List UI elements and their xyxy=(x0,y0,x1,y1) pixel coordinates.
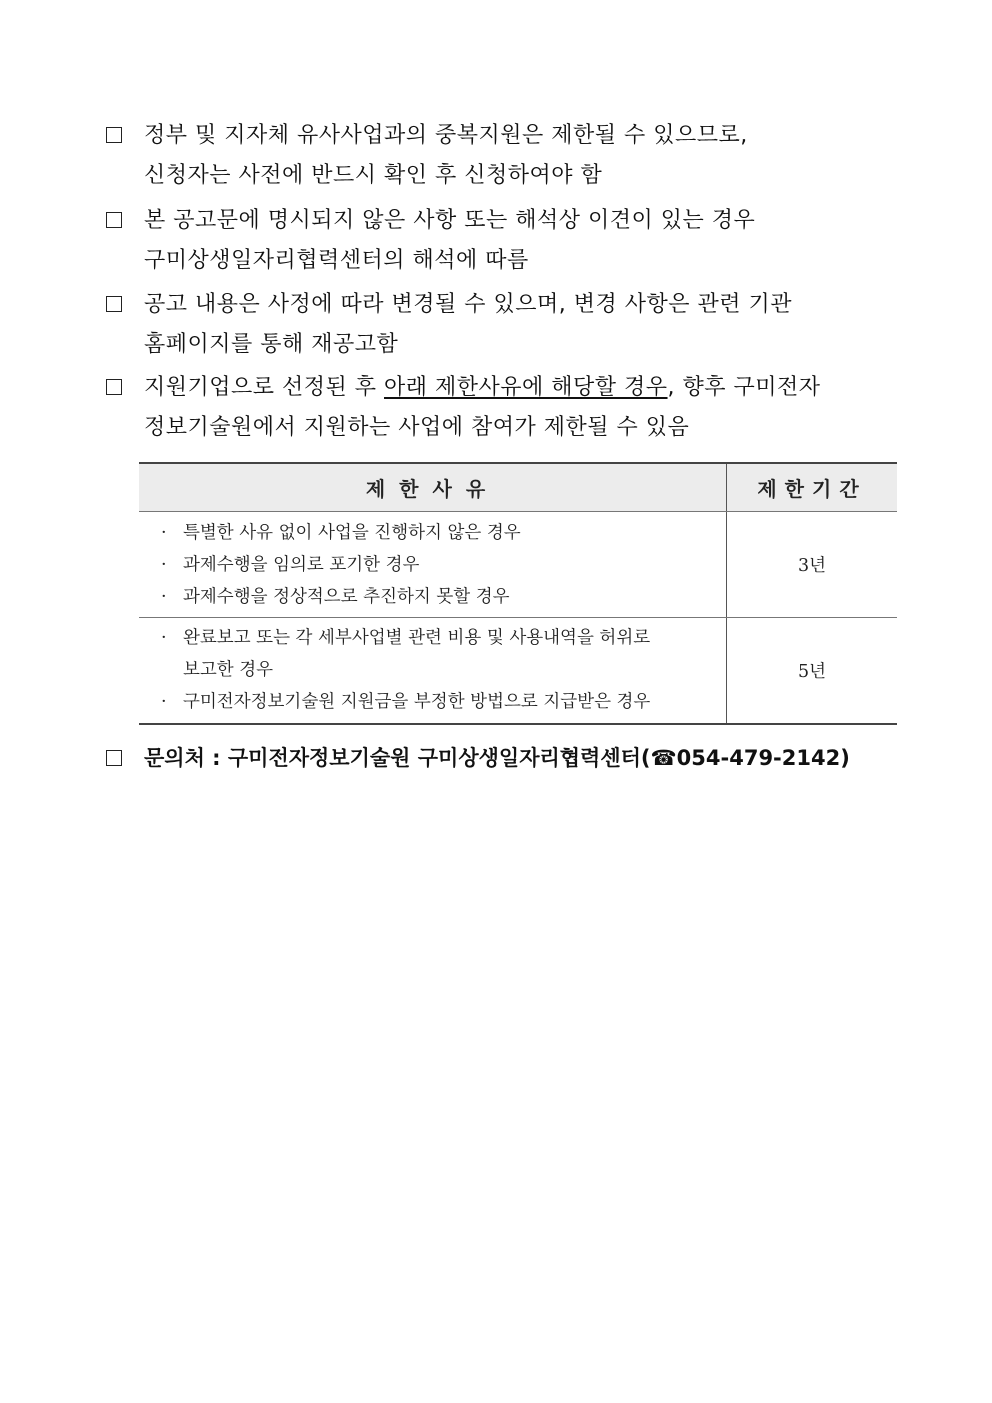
notice-3-line-2: 홈페이지를 통해 재공고함 xyxy=(144,332,399,357)
checkbox-square-icon xyxy=(106,212,122,228)
notice-3-line-1: 공고 내용은 사정에 따라 변경될 수 있으며, 변경 사항은 관련 기관 xyxy=(144,292,792,317)
reason-cell xyxy=(139,618,727,724)
notice-4-line-1 xyxy=(144,368,821,408)
reason-cell xyxy=(139,512,727,618)
reason-text: 구미전자정보기술원 지원금을 부정한 방법으로 지급받은 경우 xyxy=(183,692,651,713)
checkbox-square-icon xyxy=(106,750,122,766)
header-restriction-period: 제한기간 xyxy=(727,463,898,512)
period-cell: 3년 xyxy=(727,512,898,618)
list-item xyxy=(161,622,720,686)
notice-4-underlined-text: 아래 제한사유에 해당할 경우 xyxy=(384,375,668,400)
reason-text: 과제수행을 정상적으로 추진하지 못할 경우 xyxy=(183,586,510,607)
notice-1-line-1: 정부 및 지자체 유사사업과의 중복지원은 제한될 수 있으므로, xyxy=(144,123,748,148)
reason-text: 완료보고 또는 각 세부사업별 관련 비용 및 사용내역을 허위로 xyxy=(183,628,651,649)
notice-1-line-2: 신청자는 사전에 반드시 확인 후 신청하여야 함 xyxy=(144,163,603,188)
checkbox-square-icon xyxy=(106,296,122,312)
restriction-table xyxy=(139,462,897,725)
notice-2-line-2: 구미상생일자리협력센터의 해석에 따름 xyxy=(144,248,529,273)
notice-4-text-post: , 향후 구미전자 xyxy=(667,375,821,400)
bullet-icon: · xyxy=(161,586,167,607)
list-item xyxy=(161,517,720,549)
bullet-icon: · xyxy=(161,692,167,713)
contact-text: 문의처 : 구미전자정보기술원 구미상생일자리협력센터(☎054-479-2142) xyxy=(144,746,850,770)
list-item xyxy=(161,581,720,613)
table-row xyxy=(139,512,897,618)
bullet-icon: · xyxy=(161,522,167,543)
reason-text-continuation: 보고한 경우 xyxy=(183,660,274,681)
header-restriction-reason: 제한사유 xyxy=(139,463,727,512)
checkbox-square-icon xyxy=(106,379,122,395)
list-item xyxy=(161,549,720,581)
table-row xyxy=(139,618,897,724)
notice-4-text-pre: 지원기업으로 선정된 후 xyxy=(144,375,385,400)
reason-text: 과제수행을 임의로 포기한 경우 xyxy=(183,554,420,575)
reason-text: 특별한 사유 없이 사업을 진행하지 않은 경우 xyxy=(183,522,521,543)
table-header-row xyxy=(139,463,897,512)
period-cell: 5년 xyxy=(727,618,898,724)
list-item xyxy=(161,686,720,718)
notice-2-line-1: 본 공고문에 명시되지 않은 사항 또는 해석상 이견이 있는 경우 xyxy=(144,208,756,233)
bullet-icon: · xyxy=(161,554,167,575)
notice-4-line-2: 정보기술원에서 지원하는 사업에 참여가 제한될 수 있음 xyxy=(144,415,690,440)
checkbox-square-icon xyxy=(106,127,122,143)
bullet-icon: · xyxy=(161,628,167,649)
